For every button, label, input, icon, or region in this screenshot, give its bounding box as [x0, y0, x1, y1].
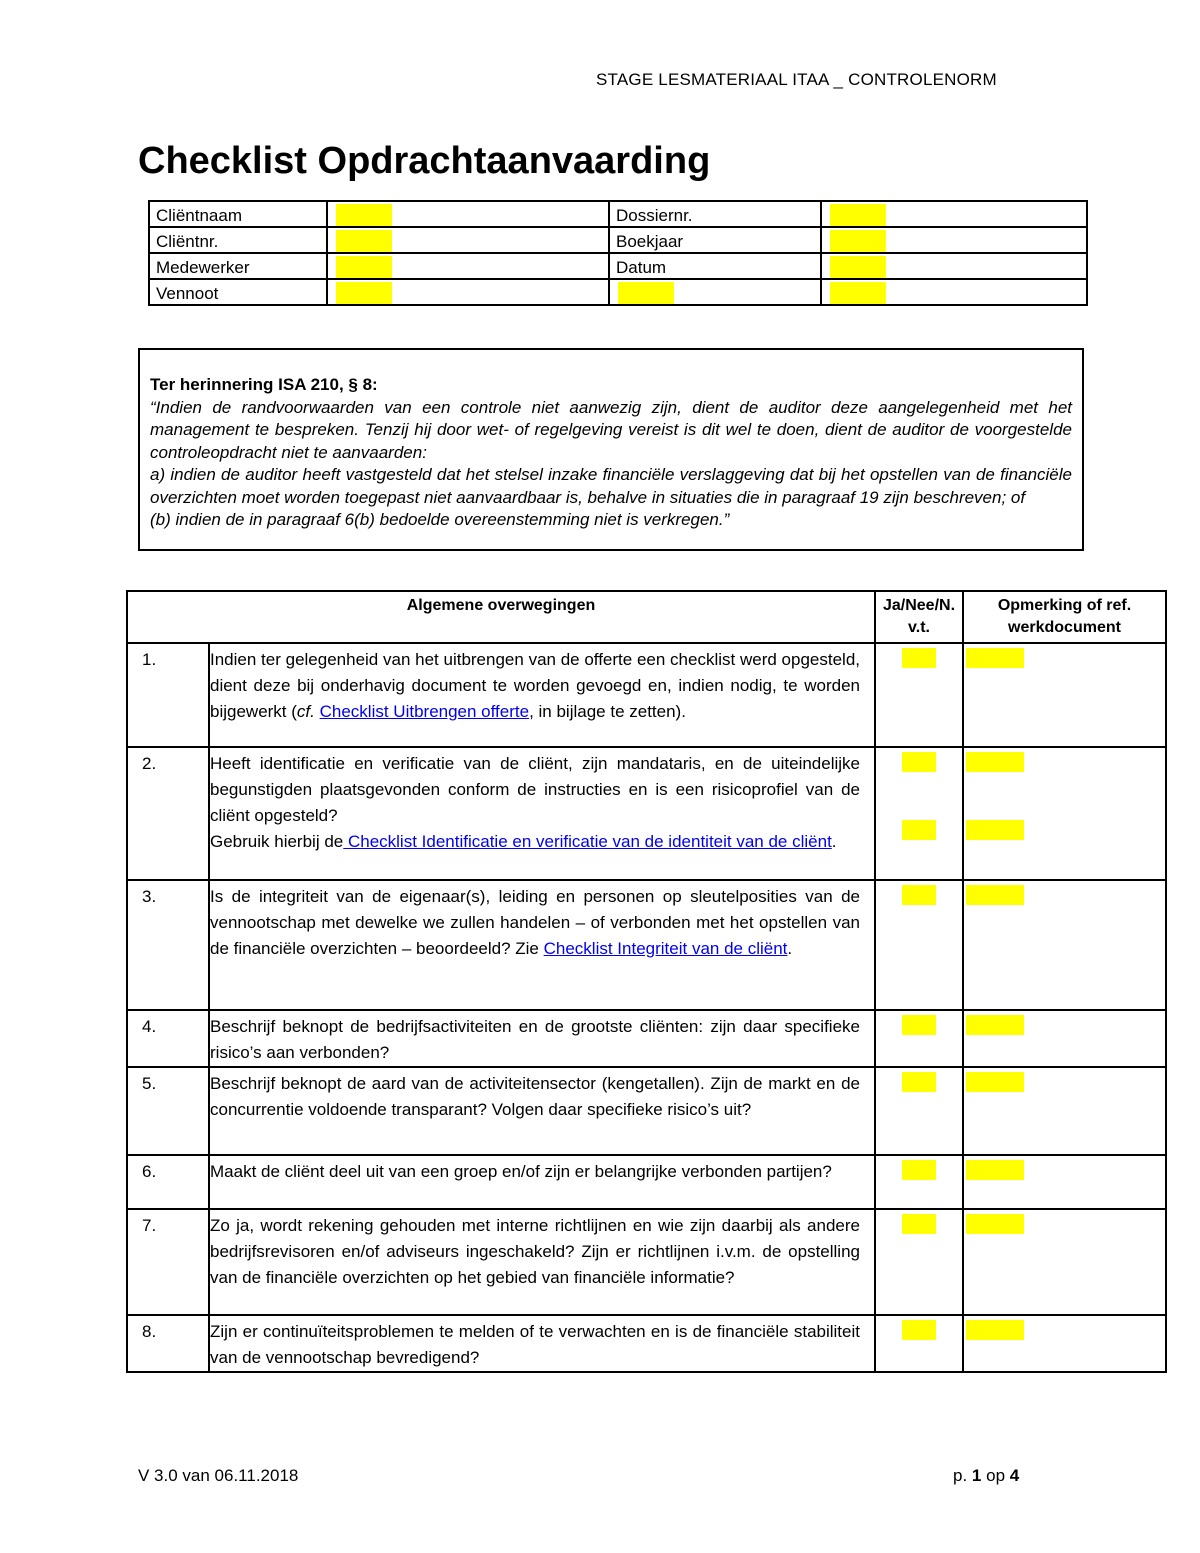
- client-info-table: [148, 200, 1088, 306]
- yellow-fill: [336, 204, 392, 226]
- yellow-fill: [966, 648, 1024, 668]
- yellow-fill: [902, 1214, 936, 1234]
- checklist-row: [127, 1067, 1166, 1155]
- remark-cell[interactable]: [963, 1010, 1166, 1067]
- yellow-fill: [902, 820, 936, 840]
- yellow-fill: [902, 752, 936, 772]
- item-number: 7.: [127, 1209, 209, 1315]
- page-header: STAGE LESMATERIAAL ITAA _ CONTROLENORM: [596, 70, 997, 89]
- answer-cell[interactable]: [875, 1315, 963, 1372]
- client-info-row: [149, 279, 1087, 305]
- dossier-number-field[interactable]: [821, 201, 1087, 227]
- yellow-fill: [966, 1072, 1024, 1092]
- extra-label-field[interactable]: [609, 279, 821, 305]
- header-answer: Ja/Nee/N. v.t.: [875, 591, 963, 643]
- checklist-table: [126, 590, 1167, 1373]
- yellow-fill: [966, 885, 1024, 905]
- reminder-quote: “Indien de randvoorwaarden van een controle niet aanwezig zijn, dient de auditor deze aangelegenheid met het management te bespreken. Tenzij hij door wet- of regelgeving vereist is dit wel te doen, dient de auditor de voorgestelde controleopdracht niet te aanvaarden:: [150, 397, 1072, 462]
- yellow-fill: [336, 230, 392, 252]
- footer-page-number: p. 1 op 4: [953, 1466, 1020, 1485]
- date-field[interactable]: [821, 253, 1087, 279]
- fiscal-year-field[interactable]: [821, 227, 1087, 253]
- answer-cell[interactable]: [875, 880, 963, 1010]
- employee-label: Medewerker: [149, 253, 327, 279]
- item-number: 4.: [127, 1010, 209, 1067]
- checklist-header-row: [127, 591, 1166, 643]
- item-number: 2.: [127, 747, 209, 880]
- answer-cell[interactable]: [875, 643, 963, 747]
- checklist-row: [127, 1209, 1166, 1315]
- yellow-fill: [966, 820, 1024, 840]
- yellow-fill: [966, 1015, 1024, 1035]
- yellow-fill: [830, 204, 886, 226]
- yellow-fill: [902, 1072, 936, 1092]
- yellow-fill: [902, 648, 936, 668]
- yellow-fill: [830, 282, 886, 304]
- reminder-item-a: a) indien de auditor heeft vastgesteld dat het stelsel inzake financiële verslaggeving dat bij het opstellen van de financiële overzichten moet worden toegepast niet aanvaardbaar is, behalve in situaties die in paragraaf 19 zijn beschreven; of: [150, 465, 1072, 507]
- checklist-offerte-link[interactable]: Checklist Uitbrengen offerte: [319, 702, 530, 721]
- yellow-fill: [966, 1320, 1024, 1340]
- yellow-fill: [966, 1214, 1024, 1234]
- item-question: Heeft identificatie en verificatie van de cliënt, zijn mandataris, en de uiteindelijke begunstigden plaatsgevonden conform de instructies en is een risicoprofiel van de cliënt opgesteld? Gebruik hierbij de Checklist Identificatie en verificatie van de identiteit van de cliënt.: [209, 747, 875, 880]
- page-title: Checklist Opdrachtaanvaarding: [138, 140, 711, 182]
- client-number-field[interactable]: [327, 227, 609, 253]
- client-name-label: Cliëntnaam: [149, 201, 327, 227]
- remark-cell[interactable]: [963, 1315, 1166, 1372]
- remark-cell[interactable]: [963, 880, 1166, 1010]
- answer-cell[interactable]: [875, 1209, 963, 1315]
- client-number-label: Cliëntnr.: [149, 227, 327, 253]
- reminder-title: Ter herinnering ISA 210, § 8:: [150, 375, 378, 394]
- item-number: 6.: [127, 1155, 209, 1209]
- footer-version: V 3.0 van 06.11.2018: [138, 1466, 299, 1485]
- fiscal-year-label: Boekjaar: [609, 227, 821, 253]
- dossier-number-label: Dossiernr.: [609, 201, 821, 227]
- client-name-field[interactable]: [327, 201, 609, 227]
- remark-cell[interactable]: [963, 1209, 1166, 1315]
- yellow-fill: [336, 282, 392, 304]
- yellow-fill: [902, 1160, 936, 1180]
- client-info-row: [149, 253, 1087, 279]
- item-number: 5.: [127, 1067, 209, 1155]
- remark-cell[interactable]: [963, 643, 1166, 747]
- checklist-row: [127, 1155, 1166, 1209]
- partner-field[interactable]: [327, 279, 609, 305]
- checklist-row: [127, 643, 1166, 747]
- answer-cell[interactable]: [875, 747, 963, 880]
- checklist-row: [127, 1315, 1166, 1372]
- partner-label: Vennoot: [149, 279, 327, 305]
- answer-cell[interactable]: [875, 1067, 963, 1155]
- answer-cell[interactable]: [875, 1010, 963, 1067]
- employee-field[interactable]: [327, 253, 609, 279]
- yellow-fill: [902, 1015, 936, 1035]
- item-question: Zo ja, wordt rekening gehouden met interne richtlijnen en wie zijn daarbij als andere bedrijfsrevisoren en/of adviseurs ingeschakeld? Zijn er richtlijnen i.v.m. de opstelling van de financiële overzichten op het gebied van financiële informatie?: [209, 1209, 875, 1315]
- extra-value-field[interactable]: [821, 279, 1087, 305]
- checklist-row: [127, 880, 1166, 1010]
- yellow-fill: [830, 230, 886, 252]
- remark-cell[interactable]: [963, 1067, 1166, 1155]
- yellow-fill: [618, 282, 674, 304]
- item-question: Maakt de cliënt deel uit van een groep en/of zijn er belangrijke verbonden partijen?: [209, 1155, 875, 1209]
- client-info-row: [149, 201, 1087, 227]
- checklist-identification-link[interactable]: Checklist Identificatie en verificatie van de identiteit van de cliënt: [343, 832, 832, 851]
- yellow-fill: [902, 1320, 936, 1340]
- item-number: 8.: [127, 1315, 209, 1372]
- remark-cell[interactable]: [963, 747, 1166, 880]
- reminder-item-b: (b) indien de in paragraaf 6(b) bedoelde overeenstemming niet is verkregen.”: [150, 510, 730, 529]
- header-considerations: Algemene overwegingen: [127, 591, 875, 643]
- item-question: Beschrijf beknopt de bedrijfsactiviteiten en de grootste cliënten: zijn daar specifieke risico’s aan verbonden?: [209, 1010, 875, 1067]
- yellow-fill: [966, 1160, 1024, 1180]
- item-number: 3.: [127, 880, 209, 1010]
- item-question: Zijn er continuïteitsproblemen te melden of te verwachten en is de financiële stabiliteit van de vennootschap bevredigend?: [209, 1315, 875, 1372]
- checklist-row: [127, 1010, 1166, 1067]
- client-info-row: [149, 227, 1087, 253]
- checklist-integrity-link[interactable]: Checklist Integriteit van de cliënt: [543, 939, 788, 958]
- yellow-fill: [966, 752, 1024, 772]
- item-number: 1.: [127, 643, 209, 747]
- date-label: Datum: [609, 253, 821, 279]
- header-remark: Opmerking of ref. werkdocument: [963, 591, 1166, 643]
- remark-cell[interactable]: [963, 1155, 1166, 1209]
- answer-cell[interactable]: [875, 1155, 963, 1209]
- item-question: Indien ter gelegenheid van het uitbrengen van de offerte een checklist werd opgesteld, dient deze bij onderhavig document te worden gevoegd en, indien nodig, te worden bijgewerkt (cf. Checklist Uitbrengen offerte, in bijlage te zetten).: [209, 643, 875, 747]
- yellow-fill: [830, 256, 886, 278]
- item-question: Is de integriteit van de eigenaar(s), leiding en personen op sleutelposities van de vennootschap met dewelke we zullen handelen – of verbonden met het opstellen van de financiële overzichten – beoordeeld? Zie Checklist Integriteit van de cliënt.: [209, 880, 875, 1010]
- isa-reminder-box: [138, 348, 1084, 551]
- checklist-row: [127, 747, 1166, 880]
- yellow-fill: [902, 885, 936, 905]
- yellow-fill: [336, 256, 392, 278]
- item-question: Beschrijf beknopt de aard van de activiteitensector (kengetallen). Zijn de markt en de concurrentie voldoende transparant? Volgen daar specifieke risico’s uit?: [209, 1067, 875, 1155]
